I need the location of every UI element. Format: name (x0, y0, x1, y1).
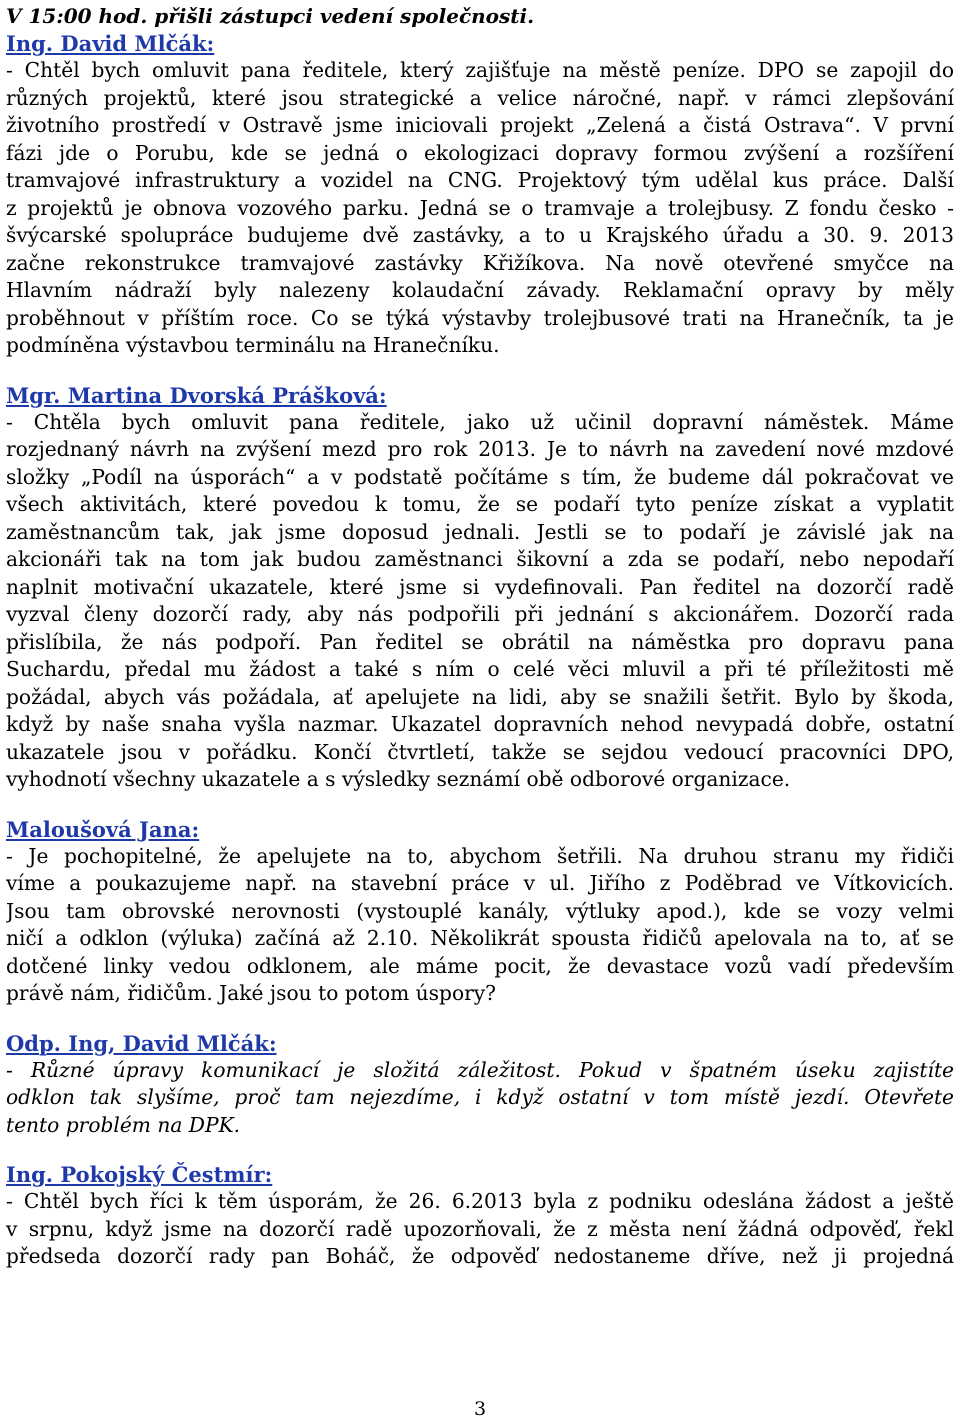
speaker-name: Mgr. Martina Dvorská Prášková: (6, 382, 387, 408)
meeting-heading: V 15:00 hod. přišli zástupci vedení společnosti. (6, 4, 535, 28)
speaker-statement (6, 409, 954, 794)
statement-line: - Chtěla bych omluvit pana ředitele, jako už učinil dopravní náměstek. Máme (6, 409, 954, 434)
statement-line: - Různé úpravy komunikací je složitá záležitost. Pokud v špatném úseku zajistíte (6, 1057, 954, 1082)
statement-line: naplnit motivační ukazatele, které jsme si vydefinovali. Pan ředitel na dozorčí radě (6, 574, 954, 599)
statement-line: Jsou tam obrovské nerovnosti (vystouplé kanály, výtluky apod.), kde se vozy velmi (6, 898, 954, 923)
statement-line: složky „Podíl na úsporách“ a v podstatě počítáme s tím, že budeme dál pokračovat ve (6, 464, 954, 489)
statement-line: v srpnu, když jsme na dozorčí radě upozorňovali, že z města není žádná odpověď, řekl (6, 1216, 954, 1241)
speaker-name: Ing. David Mlčák: (6, 31, 215, 56)
statement-line: - Chtěl bych říci k těm úsporám, že 26. 6.2013 byla z podniku odeslána žádost a ještě (6, 1189, 954, 1213)
statement-line: Hlavním nádraží byly nalezeny kolaudační závady. Reklamační opravy by měly (6, 278, 954, 302)
section-gap (6, 794, 954, 816)
speaker-name: Odp. Ing, David Mlčák: (6, 1030, 277, 1056)
statement-line: akcionáři tak na tom jak budou zaměstnanci šikovní a zda se podaří, nebo nepodaří (6, 547, 954, 571)
section-gap (6, 360, 954, 382)
speaker-section (6, 382, 954, 794)
statement-line: ukazatele jsou v pořádku. Končí čtvrtletí, takže se sejdou vedoucí pracovníci DPO, (6, 739, 954, 764)
statement-line: začne rekonstrukce tramvajové zastávky Křižíkova. Na nově otevřené smyčce na (6, 250, 954, 275)
speaker-statement (6, 1188, 954, 1271)
statement-line: předseda dozorčí rady pan Boháč, že odpověď nedostaneme dříve, než ji projedná (6, 1244, 954, 1268)
section-gap (6, 1008, 954, 1030)
statement-line: dotčené linky vedou odklonem, ale máme pocit, že devastace vozů vadí především (6, 953, 954, 978)
speaker-statement (6, 1057, 954, 1140)
statement-line: švýcarské spolupráce budujeme dvě zastávky, a to u Krajského úřadu a 30. 9. 2013 (6, 223, 954, 247)
statement-line: různých projektů, které jsou strategické a velice náročné, např. v rámci zlepšování (6, 85, 954, 110)
statement-line: tento problém na DPK. (6, 1112, 241, 1137)
speaker-section (6, 816, 954, 1008)
page-number: 3 (473, 1398, 487, 1420)
speaker-section (6, 1161, 954, 1271)
statement-line: když by naše snaha vyšla nazmar. Ukazatel dopravních nehod nevypadá dobře, ostatní (6, 712, 954, 736)
statement-line: podmíněna výstavbou terminálu na Hranečníku. (6, 333, 500, 357)
statement-line: požádal, abych vás požádala, ať apelujete na lidi, aby se snažili šetřit. Bylo by škoda, (6, 684, 954, 709)
statement-line: přislíbila, že nás podpoří. Pan ředitel se obrátil na náměstka pro dopravu pana (6, 629, 954, 654)
speaker-section (6, 30, 954, 360)
statement-line: zaměstnancům tak, jak jsme doposud jednali. Jestli se to podaří je závislé jak na (6, 519, 954, 544)
speaker-section (6, 1030, 954, 1140)
speaker-name: Maloušová Jana: (6, 816, 200, 842)
statement-line: vyhodnotí všechny ukazatele a s výsledky seznámí obě odborové organizace. (6, 767, 791, 791)
statement-line: tramvajové infrastruktury a vozidel na CNG. Projektový tým udělal kus práce. Další (6, 168, 954, 192)
document-page (6, 0, 954, 1271)
statement-line: životního prostředí v Ostravě jsme iniciovali projekt „Zelená a čistá Ostrava“. V první (6, 113, 954, 137)
statement-line: odklon tak slyšíme, proč tam nejezdíme, i když ostatní v tom místě jezdí. Otevřete (6, 1085, 954, 1109)
section-gap (6, 1139, 954, 1161)
speaker-statement (6, 843, 954, 1008)
speaker-statement (6, 57, 954, 360)
statement-line: proběhnout v příštím roce. Co se týká výstavby trolejbusové trati na Hranečník, ta je (6, 305, 954, 330)
statement-line: - Je pochopitelné, že apelujete na to, abychom šetřili. Na druhou stranu my řidiči (6, 843, 954, 868)
statement-line: fázi jde o Porubu, kde se jedná o ekologizaci dopravy formou zvýšení a rozšíření (6, 140, 954, 165)
statement-line: - Chtěl bych omluvit pana ředitele, který zajišťuje na městě peníze. DPO se zapojil do (6, 58, 954, 82)
statement-line: právě nám, řidičům. Jaké jsou to potom úspory? (6, 981, 496, 1005)
statement-line: Suchardu, předal mu žádost a také s ním o celé věci mluvil a při té příležitosti mě (6, 657, 954, 681)
statement-line: víme a poukazujeme např. na stavební práce v ul. Jiřího z Poděbrad ve Vítkovicích. (6, 871, 954, 895)
statement-line: vyzval členy dozorčí rady, aby nás podpořili při jednání s akcionářem. Dozorčí rada (6, 602, 954, 626)
statement-line: rozjednaný návrh na zvýšení mezd pro rok 2013. Je to návrh na zavedení nové mzdové (6, 437, 954, 461)
statement-line: z projektů je obnova vozového parku. Jedná se o tramvaje a trolejbusy. Z fondu česko - (6, 195, 954, 220)
minutes-body (6, 30, 954, 1271)
speaker-name: Ing. Pokojský Čestmír: (6, 1162, 273, 1187)
statement-line: všech aktivitách, které povedou k tomu, že se podaří tyto peníze získat a vyplatit (6, 492, 954, 516)
statement-line: ničí a odklon (výluka) začíná až 2.10. Několikrát spousta řidičů apelovala na to, ať se (6, 926, 954, 950)
